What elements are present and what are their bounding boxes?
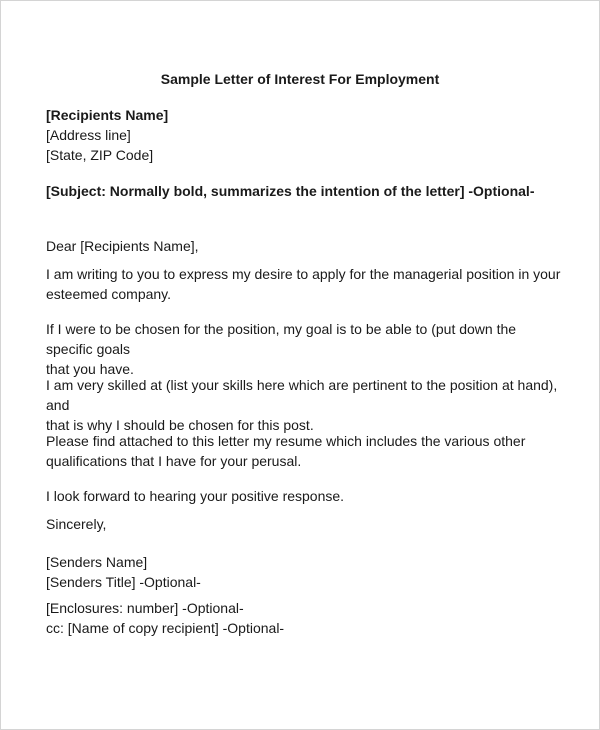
recipient-block (46, 105, 566, 165)
body-paragraph (46, 431, 566, 471)
closing: Sincerely, (46, 516, 107, 532)
cc-line: cc: [Name of copy recipient] -Optional- (46, 620, 285, 636)
sender-name: [Senders Name] (46, 554, 148, 570)
enclosures-line: [Enclosures: number] -Optional- (46, 600, 244, 616)
sender-block (46, 552, 566, 592)
body-paragraph (46, 375, 566, 435)
salutation: Dear [Recipients Name], (46, 238, 199, 254)
paragraph-line: qualifications that I have for your perusal. (46, 453, 302, 469)
paragraph-line: I look forward to hearing your positive response. (46, 488, 345, 504)
paragraph-line: that you have. (46, 361, 134, 377)
body-paragraph (46, 486, 566, 506)
paragraph-line: If I were to be chosen for the position, my goal is to be able to (put down the specific goals (46, 321, 517, 357)
recipient-name: [Recipients Name] (46, 107, 169, 123)
body-paragraph (46, 264, 566, 304)
body-paragraph (46, 319, 566, 379)
recipient-address: [Address line] (46, 127, 131, 143)
paragraph-line: I am writing to you to express my desire to apply for the managerial position in your (46, 266, 561, 282)
paragraph-line: esteemed company. (46, 286, 172, 302)
enclosures-block (46, 598, 566, 638)
sender-title: [Senders Title] -Optional- (46, 574, 201, 590)
paragraph-line: that is why I should be chosen for this post. (46, 417, 314, 433)
subject-line: [Subject: Normally bold, summarizes the intention of the letter] -Optional- (46, 183, 535, 199)
paragraph-line: I am very skilled at (list your skills here which are pertinent to the position at hand), and (46, 377, 558, 413)
paragraph-line: Please find attached to this letter my resume which includes the various other (46, 433, 526, 449)
letter-title: Sample Letter of Interest For Employment (160, 71, 440, 87)
recipient-state-zip: [State, ZIP Code] (46, 147, 154, 163)
